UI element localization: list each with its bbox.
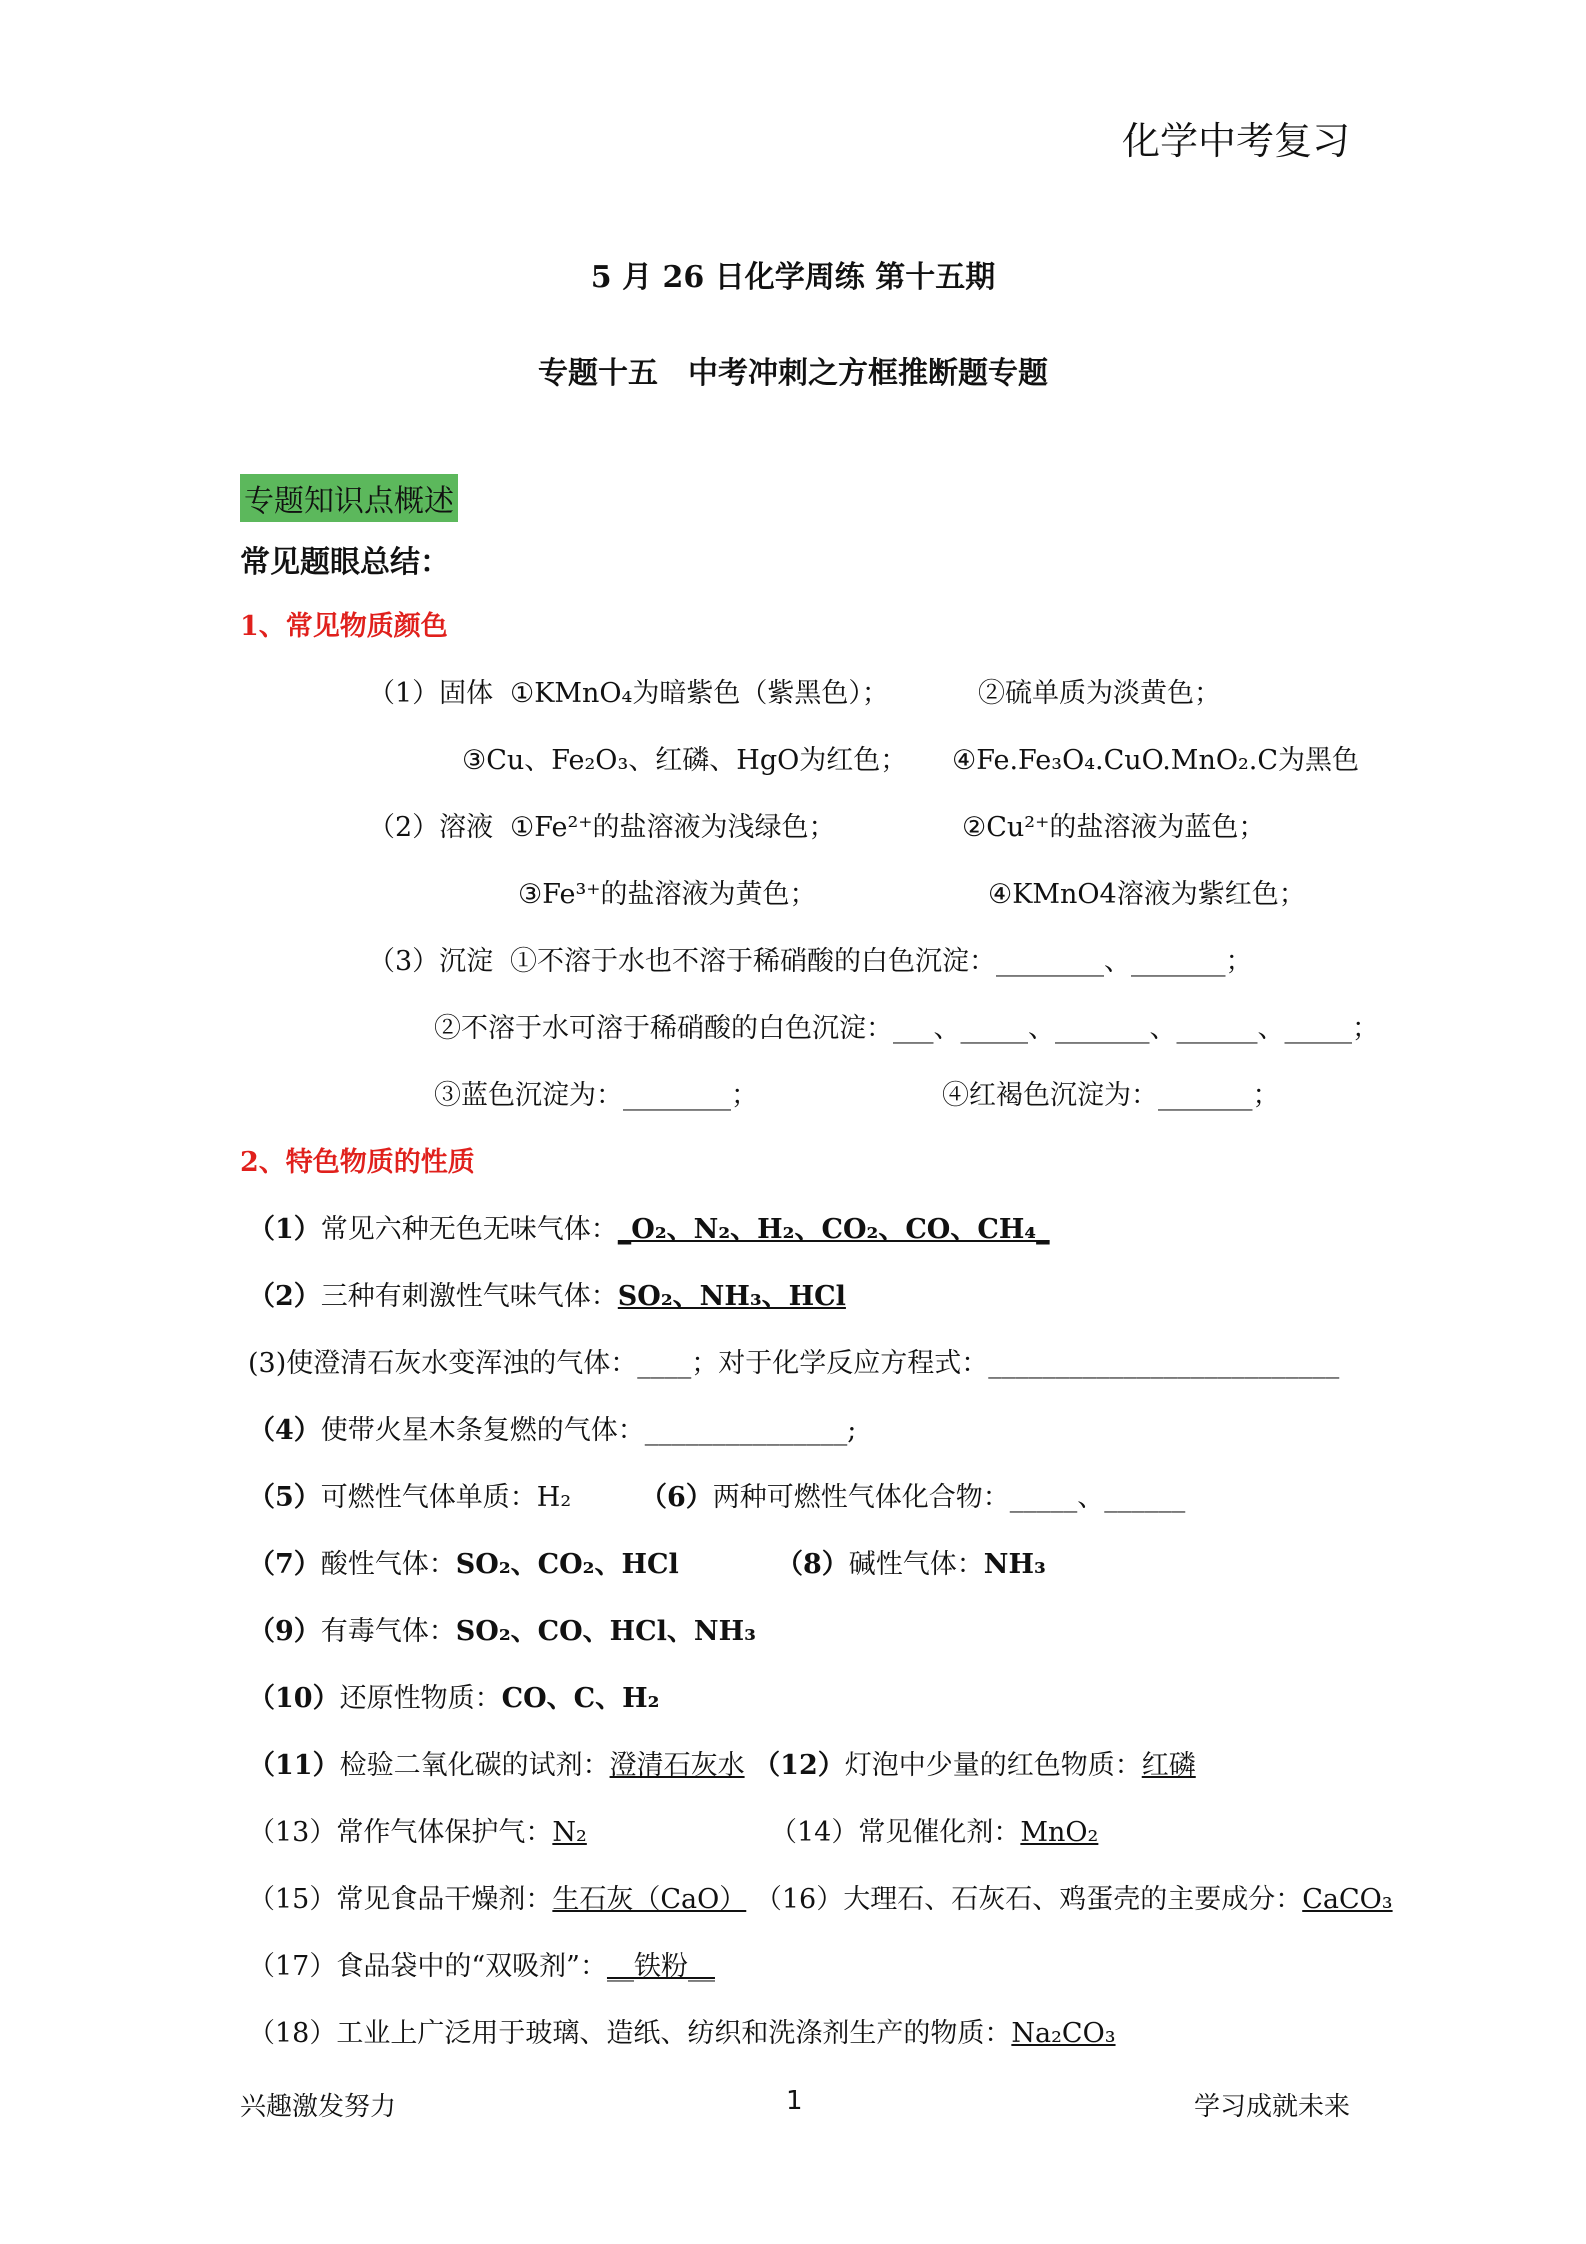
solid-prefix: （1）固体	[368, 678, 494, 709]
q7-text: 酸性气体：	[320, 1549, 456, 1580]
q2-label: （2）	[248, 1281, 321, 1312]
q11-text: 检验二氧化碳的试剂：	[339, 1750, 610, 1781]
solution-item-4: ④KMnO4溶液为紫红色；	[988, 879, 1306, 910]
page-number: 1	[786, 2086, 803, 2116]
q10-label: （10）	[248, 1683, 340, 1714]
q15-answer: 生石灰（CaO）	[552, 1884, 747, 1915]
solid-item-4: ④Fe.Fe₃O₄.CuO.MnO₂.C为黑色	[952, 745, 1360, 776]
precipitate-item-1: ①不溶于水也不溶于稀硝酸的白色沉淀：________、_______；	[510, 946, 1253, 977]
solid-item-2: ②硫单质为淡黄色；	[978, 678, 1221, 709]
header-title: 化学中考复习	[1121, 119, 1350, 163]
solution-item-2: ②Cu²⁺的盐溶液为蓝色；	[962, 812, 1266, 843]
q12-label: （12）	[753, 1750, 845, 1781]
overview-label: 专题知识点概述	[240, 474, 458, 522]
q12-text: 灯泡中少量的红色物质：	[844, 1750, 1142, 1781]
q15-q16	[248, 1877, 1393, 1916]
q11-q12	[248, 1743, 1196, 1782]
q5	[248, 1475, 571, 1514]
section1-heading: 1、常见物质颜色	[240, 611, 448, 642]
q1-text: 常见六种无色无味气体：	[320, 1214, 618, 1245]
q14-text: （14）常见催化剂：	[770, 1817, 1021, 1848]
q4-text: 使带火星木条复燃的气体：_______________;	[320, 1415, 857, 1446]
q16-answer: CaCO₃	[1302, 1884, 1393, 1915]
q18	[248, 2011, 1116, 2050]
solution-item-3: ③Fe³⁺的盐溶液为黄色；	[518, 879, 817, 910]
q14-answer: MnO₂	[1020, 1817, 1099, 1848]
q10-text: 还原性物质：	[339, 1683, 502, 1714]
q3: (3)使澄清石灰水变浑浊的气体：____；对于化学反应方程式：__________________________	[248, 1348, 1340, 1379]
q1-answer: _O₂、N₂、H₂、CO₂、CO、CH₄_	[617, 1214, 1050, 1245]
page-subtitle: 专题十五 中考冲刺之方框推断题专题	[538, 356, 1048, 391]
q15-text: （15）常见食品干燥剂：	[248, 1884, 553, 1915]
q7-answer: SO₂、CO₂、HCl	[455, 1549, 679, 1580]
q8	[776, 1542, 1046, 1581]
footer-right: 学习成就未来	[1193, 2092, 1350, 2122]
summary-heading: 常见题眼总结：	[240, 545, 450, 580]
q10	[248, 1676, 659, 1715]
q14	[770, 1810, 1098, 1849]
q6-text: 两种可燃性气体化合物：_____、______	[712, 1482, 1186, 1513]
footer-left: 兴趣激发努力	[240, 2092, 397, 2122]
q17-answer: __铁粉__	[606, 1951, 715, 1982]
q13-answer: N₂	[552, 1817, 587, 1848]
q18-answer: Na₂CO₃	[1011, 2018, 1116, 2049]
q18-text: （18）工业上广泛用于玻璃、造纸、纺织和洗涤剂生产的物质：	[248, 2018, 1012, 2049]
q5-text: 可燃性气体单质：H₂	[320, 1482, 572, 1513]
section2-heading: 2、特色物质的性质	[240, 1147, 475, 1178]
q7-label: （7）	[248, 1549, 321, 1580]
q11-label: （11）	[248, 1750, 340, 1781]
precipitate-item-2: ②不溶于水可溶于稀硝酸的白色沉淀：___、_____、_______、______、_____；	[434, 1013, 1379, 1044]
q8-label: （8）	[776, 1549, 849, 1580]
q13-text: （13）常作气体保护气：	[248, 1817, 553, 1848]
solution-prefix: （2）溶液	[368, 812, 494, 843]
solid-item-1: ①KMnO₄为暗紫色（紫黑色）；	[510, 678, 889, 709]
q6-label: （6）	[640, 1482, 713, 1513]
q2-answer: SO₂、NH₃、HCl	[617, 1281, 846, 1312]
q5-label: （5）	[248, 1482, 321, 1513]
q16-text: （16）大理石、石灰石、鸡蛋壳的主要成分：	[754, 1884, 1303, 1915]
q6	[640, 1475, 1185, 1514]
q9-label: （9）	[248, 1616, 321, 1647]
page-title: 5 月 26 日化学周练 第十五期	[590, 260, 996, 295]
q1	[248, 1207, 1050, 1246]
q2-text: 三种有刺激性气味气体：	[320, 1281, 618, 1312]
q1-label: （1）	[248, 1214, 321, 1245]
precipitate-prefix: （3）沉淀	[368, 946, 494, 977]
q9-text: 有毒气体：	[320, 1616, 456, 1647]
q17-text: （17）食品袋中的“双吸剂”：	[248, 1951, 607, 1982]
q4	[248, 1408, 856, 1447]
solid-item-3: ③Cu、Fe₂O₃、红磷、HgO为红色；	[462, 745, 908, 776]
q8-text: 碱性气体：	[848, 1549, 984, 1580]
q4-label: （4）	[248, 1415, 321, 1446]
q7	[248, 1542, 679, 1581]
precipitate-item-3: ③蓝色沉淀为：________；	[434, 1080, 758, 1111]
q2	[248, 1274, 846, 1313]
q11-answer: 澄清石灰水	[609, 1750, 745, 1781]
q9-answer: SO₂、CO、HCl、NH₃	[455, 1616, 756, 1647]
precipitate-item-4: ④红褐色沉淀为：_______；	[942, 1080, 1280, 1111]
q13	[248, 1810, 587, 1849]
q10-answer: CO、C、H₂	[501, 1683, 660, 1714]
q9	[248, 1609, 756, 1648]
solution-item-1: ①Fe²⁺的盐溶液为浅绿色；	[510, 812, 836, 843]
q12-answer: 红磷	[1141, 1750, 1196, 1781]
q8-answer: NH₃	[983, 1549, 1046, 1580]
q17	[248, 1944, 715, 1983]
